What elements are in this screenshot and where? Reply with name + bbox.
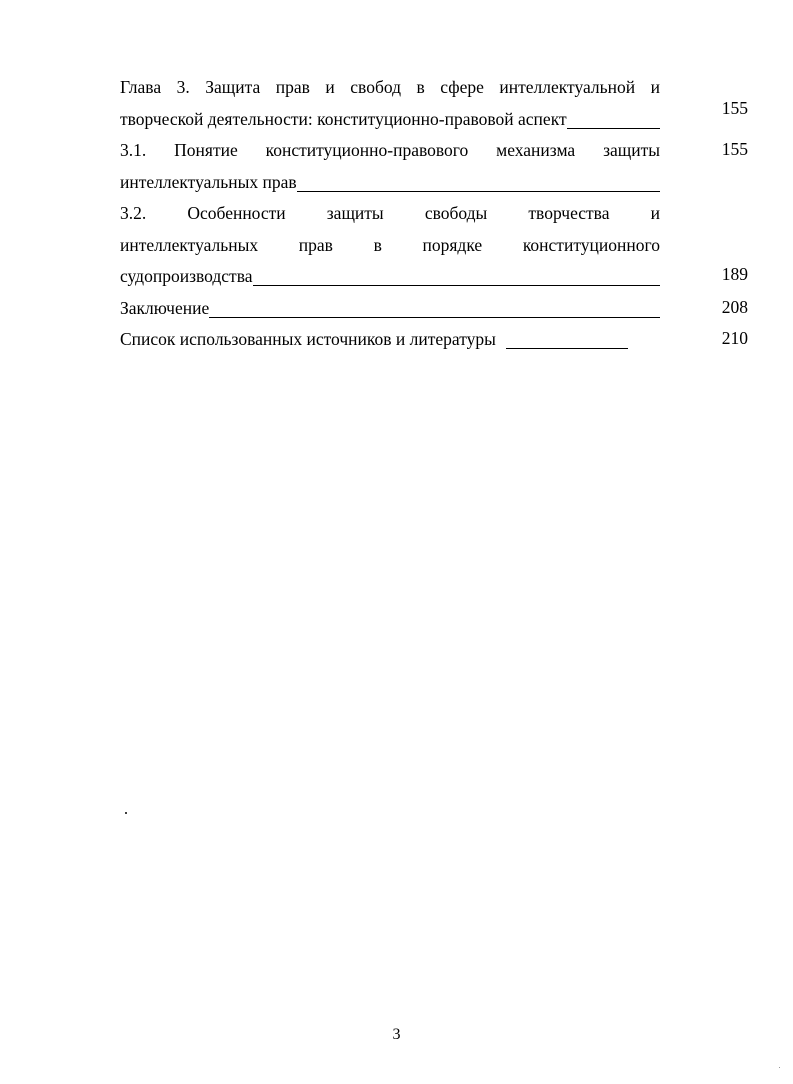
toc-word: порядке [422, 234, 483, 255]
toc-word: свобод [350, 77, 401, 97]
toc-entry-conclusion [120, 297, 748, 329]
toc-line-text: Заключение [120, 297, 210, 318]
toc-line-text: интеллектуальных прав [120, 171, 297, 192]
toc-line [120, 328, 660, 360]
toc-line [120, 108, 660, 140]
toc-word: 3. [176, 77, 190, 97]
toc-line [120, 202, 660, 234]
toc-word: интеллектуальной [499, 77, 636, 97]
toc-line [120, 297, 660, 329]
toc-entry-title [120, 76, 660, 139]
toc-line [120, 76, 660, 108]
toc-word: и [650, 77, 660, 97]
dot-leader [297, 171, 660, 192]
toc-entry-title [120, 328, 660, 360]
toc-page-number: 155 [721, 139, 748, 159]
toc-word: защиты [326, 203, 384, 223]
toc-entry-title [120, 202, 660, 297]
dot-leader [506, 328, 628, 349]
toc-word: интеллектуальных [120, 234, 259, 255]
toc-word: и [650, 203, 660, 223]
page-number: 3 [392, 1026, 401, 1043]
toc-word: сфере [440, 77, 484, 97]
toc-word: конституционного [522, 234, 660, 255]
toc-entry-chapter-3 [120, 76, 748, 139]
toc-line-text: творческой деятельности: конституционно-правовой аспект [120, 108, 567, 129]
toc-word: конституционно-правового [265, 140, 469, 160]
toc-word: прав [298, 234, 333, 255]
toc-line [120, 171, 660, 203]
toc-entry-bibliography [120, 328, 748, 360]
toc-word: Особенности [187, 203, 286, 223]
toc-page-number: 155 [721, 98, 748, 118]
toc-entry-section-3-1 [120, 139, 748, 202]
toc-line-text: Список использованных источников и литературы [120, 329, 496, 349]
toc-word: Понятие [174, 140, 238, 160]
toc-line [120, 234, 660, 266]
toc-line [120, 265, 660, 297]
toc-word: творчества [528, 203, 610, 223]
toc-page-number: 208 [721, 296, 748, 317]
toc-word: 3.1. [120, 140, 147, 160]
toc-word: механизма [496, 140, 576, 160]
toc-entry-title [120, 139, 660, 202]
toc-word: 3.2. [120, 203, 147, 223]
toc-word: Глава [120, 77, 162, 97]
toc-word: в [373, 234, 382, 255]
toc-entry-section-3-2 [120, 202, 748, 297]
toc-word: свободы [424, 203, 488, 223]
toc-word: защиты [603, 140, 660, 160]
toc-entry-title [120, 297, 660, 329]
table-of-contents [120, 76, 748, 360]
toc-page-number: 189 [721, 264, 748, 284]
toc-word: Защита [205, 77, 261, 97]
toc-line [120, 139, 660, 171]
toc-line-text: судопроизводства [120, 266, 253, 286]
toc-word: и [325, 77, 335, 97]
toc-page-number: 210 [721, 328, 748, 348]
toc-word: прав [275, 77, 310, 97]
scan-speck [125, 812, 127, 814]
toc-word: в [416, 77, 425, 97]
scan-speck [779, 1067, 780, 1068]
dot-leader [253, 265, 661, 286]
dot-leader [209, 297, 660, 318]
dot-leader [567, 108, 660, 129]
